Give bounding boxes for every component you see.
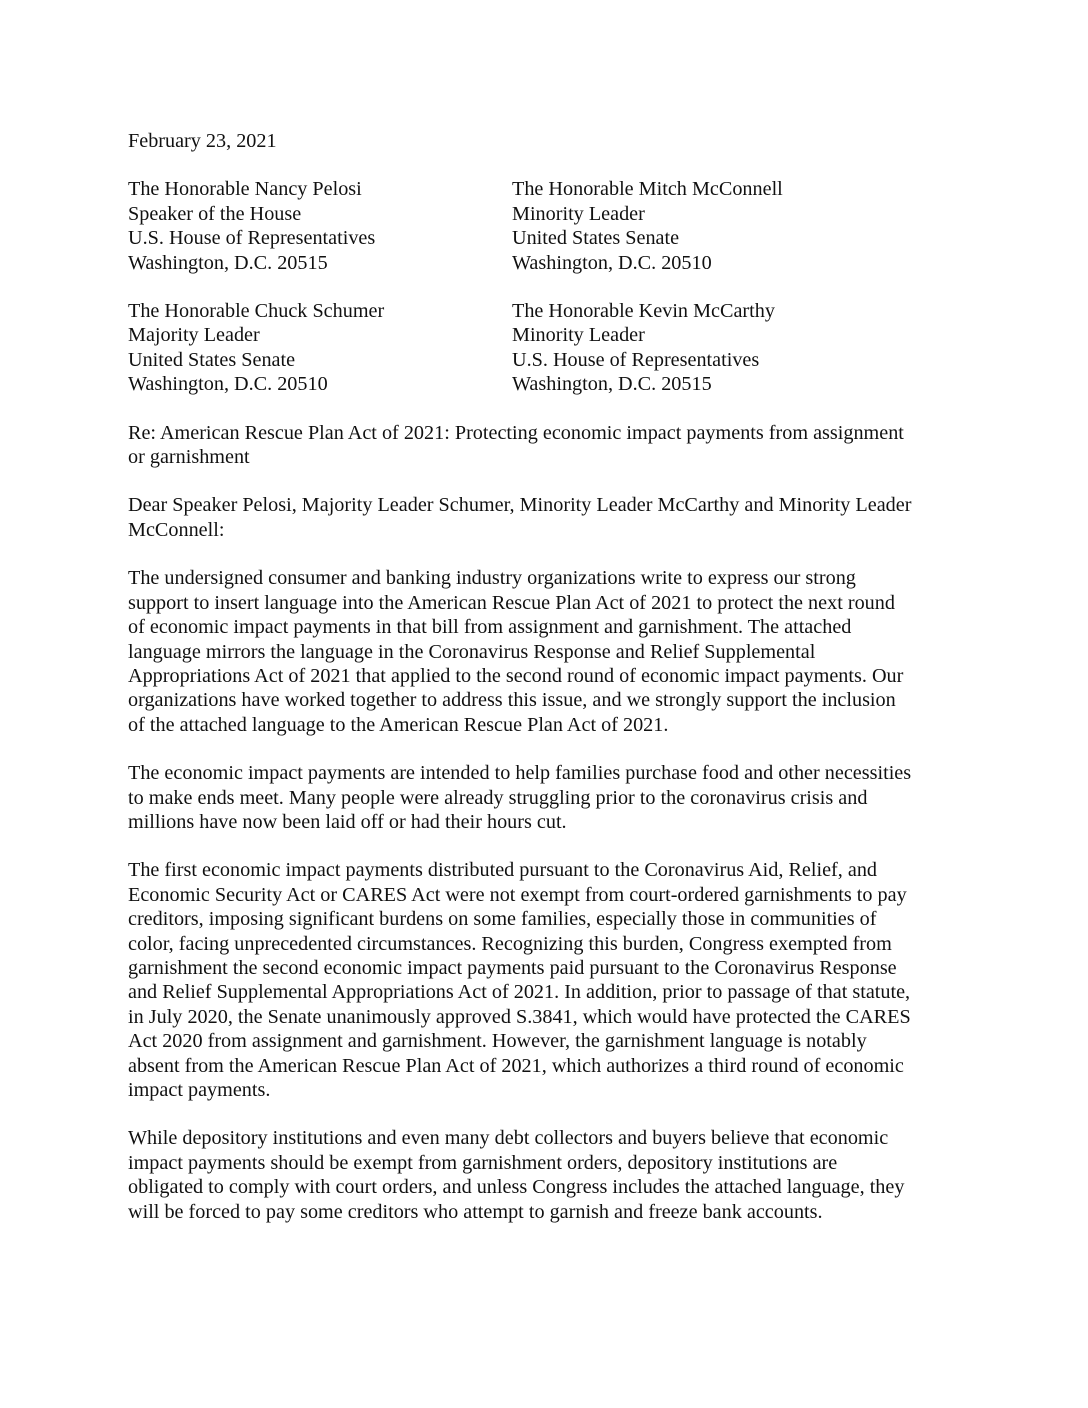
salutation-text: Dear Speaker Pelosi, Majority Leader Schumer, Minority Leader McCarthy and Minority Leader [128, 494, 912, 517]
addressee-line: Minority Leader [512, 324, 645, 347]
salutation [128, 493, 958, 542]
paragraph-line: garnishment the second economic impact payments paid pursuant to the Coronavirus Response [128, 956, 897, 979]
paragraph-line: of the attached language to the American Rescue Plan Act of 2021. [128, 713, 669, 736]
paragraph-line: millions have now been laid off or had their hours cut. [128, 810, 567, 833]
addressee-line: The Honorable Chuck Schumer [128, 300, 385, 323]
letter-body [128, 129, 958, 1248]
subject-line-text: or garnishment [128, 446, 250, 469]
paragraph-line: The economic impact payments are intended to help families purchase food and other necessities [128, 762, 912, 785]
addressee-line: U.S. House of Representatives [128, 227, 376, 250]
paragraph-line: and Relief Supplemental Appropriations Act of 2021. In addition, prior to passage of that statute, [128, 981, 911, 1004]
paragraph-line: impact payments. [128, 1079, 271, 1101]
paragraph-line: organizations have worked together to address this issue, and we strongly support the inclusion [128, 689, 896, 712]
addressee-schumer [128, 299, 512, 397]
paragraph-line: absent from the American Rescue Plan Act of 2021, which authorizes a third round of economic [128, 1054, 904, 1077]
addressee-line: Majority Leader [128, 324, 260, 347]
addressee-line: Washington, D.C. 20510 [512, 251, 712, 274]
subject-line [128, 421, 958, 470]
addressee-line: Speaker of the House [128, 202, 302, 225]
addressee-line: Minority Leader [512, 202, 645, 225]
subject-line-text: Re: American Rescue Plan Act of 2021: Protecting economic impact payments from assignment [128, 421, 904, 444]
addressee-line: Washington, D.C. 20510 [128, 373, 328, 396]
addressee-line: The Honorable Nancy Pelosi [128, 178, 362, 201]
paragraph-line: will be forced to pay some creditors who attempt to garnish and freeze bank accounts. [128, 1200, 823, 1223]
paragraph-4 [128, 1126, 958, 1224]
paragraph-line: to make ends meet. Many people were already struggling prior to the coronavirus crisis and [128, 786, 868, 809]
paragraph-line: obligated to comply with court orders, and unless Congress includes the attached language, they [128, 1176, 905, 1199]
addressee-line: U.S. House of Representatives [512, 348, 760, 371]
paragraph-2 [128, 761, 958, 834]
paragraph-line: of economic impact payments in that bill from assignment and garnishment. The attached [128, 616, 852, 639]
addressee-line: The Honorable Mitch McConnell [512, 178, 783, 201]
salutation-text: McConnell: [128, 518, 225, 541]
paragraph-line: language mirrors the language in the Coronavirus Response and Relief Supplemental [128, 640, 816, 663]
paragraph-line: color, facing unprecedented circumstances. Recognizing this burden, Congress exempted from [128, 932, 892, 955]
addressee-pelosi [128, 177, 512, 275]
paragraph-line: The undersigned consumer and banking industry organizations write to express our strong [128, 567, 856, 590]
paragraph-3 [128, 858, 958, 1102]
addressee-block-2 [128, 299, 958, 397]
paragraph-line: Appropriations Act of 2021 that applied to the second round of economic impact payments. Our [128, 664, 904, 687]
addressee-line: United States Senate [128, 348, 296, 371]
addressee-line: Washington, D.C. 20515 [128, 251, 328, 274]
paragraph-line: Economic Security Act or CARES Act were not exempt from court-ordered garnishments to pay [128, 883, 907, 906]
paragraph-line: in July 2020, the Senate unanimously approved S.3841, which would have protected the CARES [128, 1005, 911, 1028]
addressee-mccarthy [512, 299, 896, 397]
paragraph-line: creditors, imposing significant burdens on some families, especially those in communities of [128, 908, 877, 931]
letter-date: February 23, 2021 [128, 130, 277, 152]
paragraph-line: Act 2020 from assignment and garnishment. However, the garnishment language is notably [128, 1030, 867, 1053]
addressee-block-1 [128, 177, 958, 275]
paragraph-line: impact payments should be exempt from garnishment orders, depository institutions are [128, 1151, 838, 1174]
paragraph-1 [128, 566, 958, 737]
paragraph-line: While depository institutions and even many debt collectors and buyers believe that economic [128, 1127, 889, 1150]
addressee-line: The Honorable Kevin McCarthy [512, 300, 775, 323]
paragraph-line: The first economic impact payments distributed pursuant to the Coronavirus Aid, Relief, and [128, 859, 878, 882]
addressee-line: Washington, D.C. 20515 [512, 373, 712, 396]
addressee-mcconnell [512, 177, 896, 275]
paragraph-line: support to insert language into the American Rescue Plan Act of 2021 to protect the next round [128, 591, 895, 614]
addressee-line: United States Senate [512, 227, 680, 250]
